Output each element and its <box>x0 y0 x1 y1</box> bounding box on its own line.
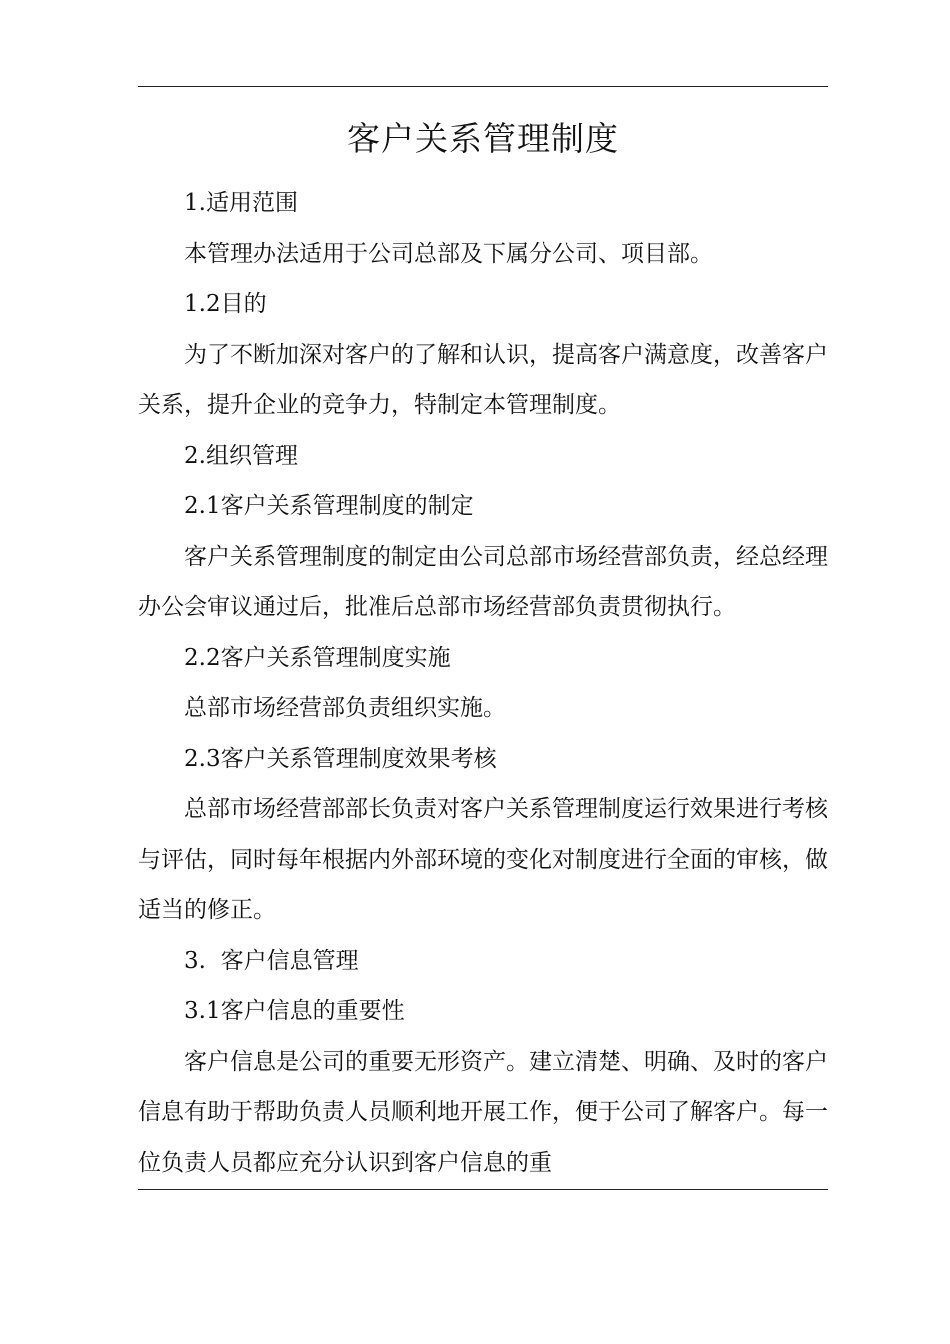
section-heading: 2.3客户关系管理制度效果考核 <box>184 745 497 772</box>
section-heading: 1.2目的 <box>184 291 267 317</box>
body-paragraph: 总部市场经营部部长负责对客户关系管理制度运行效果进行考核与评估，同时每年根据内外部环境的变化对制度进行全面的审核，做适当的修正。 <box>138 796 828 923</box>
body-paragraph: 客户关系管理制度的制定由公司总部市场经营部负责，经总经理办公会审议通过后，批准后总部市场经营部负责贯彻执行。 <box>138 543 828 620</box>
body-paragraph: 本管理办法适用于公司总部及下属分公司、项目部。 <box>184 240 713 267</box>
section-heading: 1.适用范围 <box>184 190 298 216</box>
footer-rule <box>138 1189 828 1190</box>
body-paragraph: 为了不断加深对客户的了解和认识，提高客户满意度，改善客户关系，提升企业的竞争力，特制定本管理制度。 <box>138 341 828 418</box>
header-rule <box>138 86 828 87</box>
document-body <box>138 178 828 1188</box>
section-heading: 3.1客户信息的重要性 <box>184 998 405 1024</box>
section-heading: 3. 客户信息管理 <box>184 947 359 974</box>
section-heading: 2.1客户关系管理制度的制定 <box>184 493 474 519</box>
body-paragraph: 总部市场经营部负责组织实施。 <box>184 695 506 721</box>
section-heading: 2.2客户关系管理制度实施 <box>184 644 451 671</box>
document-title: 客户关系管理制度 <box>347 119 619 158</box>
section-heading: 2.组织管理 <box>184 442 298 469</box>
body-paragraph: 客户信息是公司的重要无形资产。建立清楚、明确、及时的客户信息有助于帮助负责人员顺利地开展工作，便于公司了解客户。每一位负责人员都应充分认识到客户信息的重 <box>138 1048 828 1176</box>
